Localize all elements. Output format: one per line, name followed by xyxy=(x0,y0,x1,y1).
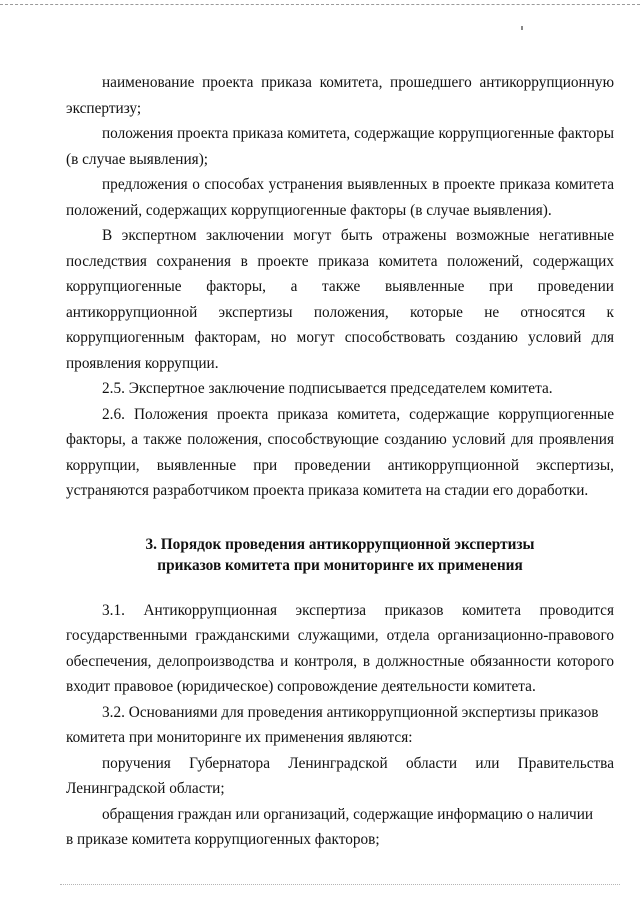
scan-bottom-edge xyxy=(60,884,620,885)
paragraph-line: поручения Губернатора Ленинградской области или Правительства xyxy=(102,754,614,772)
paragraph-line: коррупции, выявленные при проведении антикоррупционной экспертизы, xyxy=(66,456,614,474)
section-heading: 3. Порядок проведения антикоррупционной экспертизы xyxy=(145,535,535,553)
scan-mark xyxy=(521,26,523,30)
paragraph-line: 3.2. Основаниями для проведения антикоррупционной экспертизы приказов xyxy=(102,703,599,721)
paragraph-line: проявления коррупции. xyxy=(66,354,219,372)
paragraph-line: факторы, а также положения, способствующие созданию условий для проявления xyxy=(66,431,614,448)
section-heading: приказов комитета при мониторинге их применения xyxy=(157,556,523,574)
paragraph-line: 3.1. Антикоррупционная экспертиза приказов комитета проводится xyxy=(102,601,614,619)
paragraph-line: обращения граждан или организаций, содержащие информацию о наличии xyxy=(102,805,594,823)
paragraph-line: устраняются разработчиком проекта приказа комитета на стадии его доработки. xyxy=(66,482,589,499)
paragraph-line: в приказе комитета коррупциогенных факторов; xyxy=(66,831,380,848)
paragraph-line: 2.6. Положения проекта приказа комитета, содержащие коррупциогенные xyxy=(102,405,614,423)
paragraph-line: 2.5. Экспертное заключение подписывается председателем комитета. xyxy=(102,380,553,397)
scan-top-edge xyxy=(0,4,640,5)
paragraph-line: предложения о способах устранения выявленных в проекте приказа комитета xyxy=(102,176,614,193)
paragraph-line: последствия сохранения в проекте приказа комитета положений, содержащих xyxy=(66,252,614,270)
paragraph-line: коррупциогенным факторам, но могут способствовать созданию условий для xyxy=(66,329,614,346)
paragraph-line: экспертизу; xyxy=(66,99,142,117)
paragraph-line: положений, содержащих коррупциогенные факторы (в случае выявления). xyxy=(66,201,552,219)
paragraph-line: (в случае выявления); xyxy=(66,150,209,168)
paragraph-line: входит правовое (юридическое) сопровождение деятельности комитета. xyxy=(66,678,536,695)
paragraph-line: комитета при мониторинге их применения являются: xyxy=(66,729,413,746)
paragraph-line: антикоррупционной экспертизы положения, которые не относятся к xyxy=(66,303,614,321)
paragraph-line: Ленинградской области; xyxy=(66,780,225,797)
paragraph-line: В экспертном заключении могут быть отражены возможные негативные xyxy=(102,227,614,244)
paragraph-line: обеспечения, делопроизводства и контроля, в должностные обязанности которого xyxy=(66,652,614,670)
paragraph-line: наименование проекта приказа комитета, прошедшего антикоррупционную xyxy=(102,74,614,91)
paragraph-line: государственными гражданскими служащими, отдела организационно-правового xyxy=(66,627,614,644)
paragraph-line: положения проекта приказа комитета, содержащие коррупциогенные факторы xyxy=(102,125,614,142)
paragraph-line: коррупциогенные факторы, а также выявленные при проведении xyxy=(66,278,614,295)
document-body xyxy=(66,70,614,853)
